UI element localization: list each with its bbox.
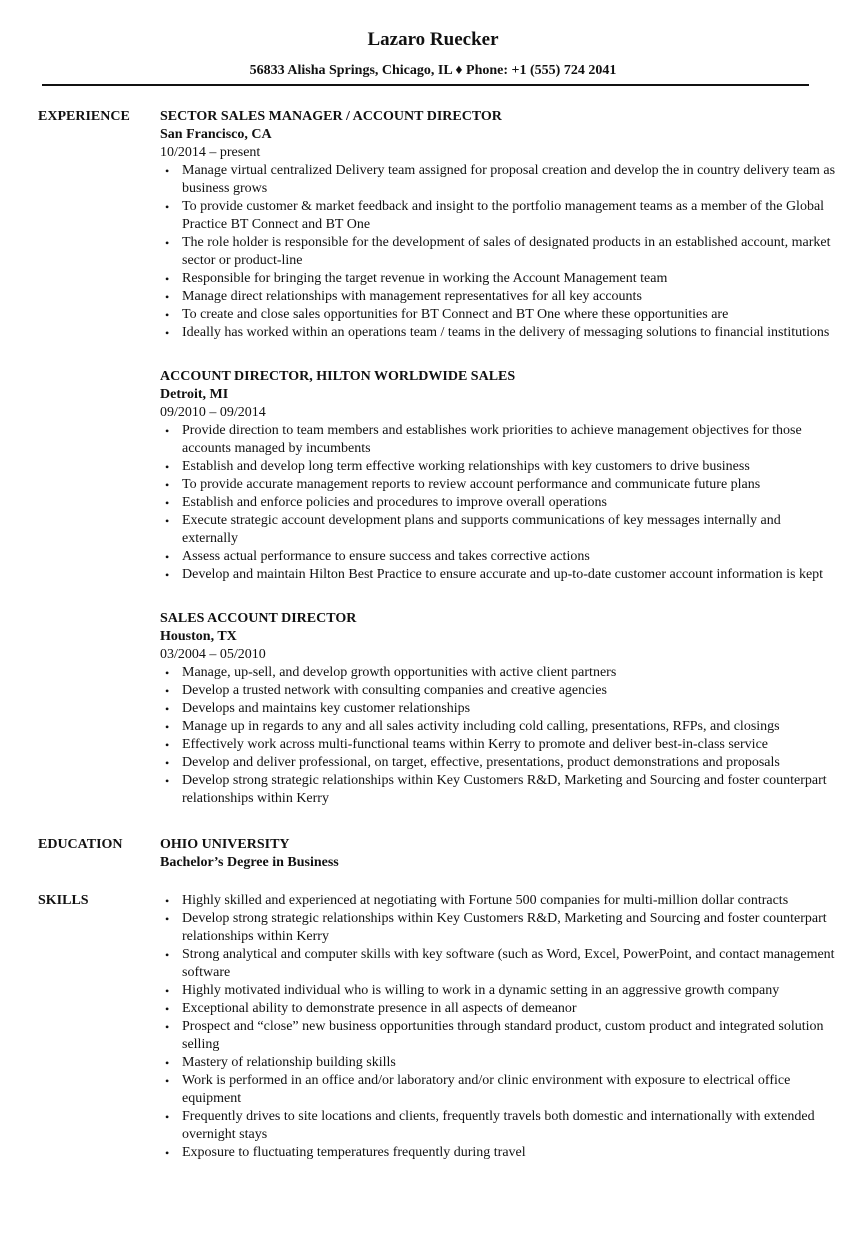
bullet-item: • Execute strategic account development plans and supports communications of key messages internally and externally (182, 512, 836, 548)
job-bullets (160, 162, 836, 342)
bullet-item: • Manage up in regards to any and all sales activity including cold calling, presentations, RFPs, and closings (182, 718, 836, 736)
job-entry (160, 108, 836, 342)
skills-body (160, 892, 836, 1162)
bullet-item: • Develop and maintain Hilton Best Practice to ensure accurate and up-to-date customer account information is kept (182, 566, 836, 584)
resume-header (0, 0, 866, 80)
bullet-item: • Manage virtual centralized Delivery team assigned for proposal creation and develop the in country delivery team as business grows (182, 162, 836, 198)
bullet-item: • Develop a trusted network with consulting companies and creative agencies (182, 682, 836, 700)
bullet-item: • To provide accurate management reports to review account performance and communicate future plans (182, 476, 836, 494)
bullet-item: • Ideally has worked within an operations team / teams in the delivery of messaging solutions to financial institutions (182, 324, 836, 342)
section-title-skills: SKILLS (38, 893, 89, 908)
job-title: SECTOR SALES MANAGER / ACCOUNT DIRECTOR (160, 109, 502, 124)
section-title-experience: EXPERIENCE (38, 109, 130, 124)
experience-body (160, 108, 836, 808)
bullet-item: • Establish and enforce policies and procedures to improve overall operations (182, 494, 836, 512)
bullet-item: • Highly motivated individual who is willing to work in a dynamic setting in an aggressive growth company (182, 982, 836, 1000)
job-location: Houston, TX (160, 629, 237, 644)
bullet-item: • Establish and develop long term effective working relationships with key customers to drive business (182, 458, 836, 476)
bullet-item: • Develops and maintains key customer relationships (182, 700, 836, 718)
job-entry (160, 368, 836, 584)
job-bullets (160, 422, 836, 584)
bullet-item: • Mastery of relationship building skills (182, 1054, 836, 1072)
bullet-item: • Exceptional ability to demonstrate presence in all aspects of demeanor (182, 1000, 836, 1018)
experience-section (38, 108, 836, 808)
bullet-item: • Develop strong strategic relationships within Key Customers R&D, Marketing and Sourcing and foster counterpart relationships within Kerry (182, 910, 836, 946)
bullet-item: • To provide customer & market feedback and insight to the portfolio management teams as a member of the Global Practice BT Connect and BT One (182, 198, 836, 234)
job-dates: 09/2010 – 09/2014 (160, 405, 266, 420)
bullet-item: • Frequently drives to site locations and clients, frequently travels both domestic and internationally with extended overnight stays (182, 1108, 836, 1144)
bullet-item: • Responsible for bringing the target revenue in working the Account Management team (182, 270, 836, 288)
job-title: ACCOUNT DIRECTOR, HILTON WORLDWIDE SALES (160, 369, 516, 384)
header-divider (42, 84, 809, 86)
bullet-item: • Highly skilled and experienced at negotiating with Fortune 500 companies for multi-million dollar contracts (182, 892, 836, 910)
skills-bullets (160, 892, 836, 1162)
education-body (160, 836, 836, 872)
job-entry (160, 610, 836, 808)
school-name: OHIO UNIVERSITY (160, 837, 290, 852)
section-title-education: EDUCATION (38, 837, 123, 852)
bullet-item: • Manage, up-sell, and develop growth opportunities with active client partners (182, 664, 836, 682)
bullet-item: • Manage direct relationships with management representatives for all key accounts (182, 288, 836, 306)
bullet-item: • The role holder is responsible for the development of sales of designated products in an established account, market sector or product-line (182, 234, 836, 270)
bullet-item: • Work is performed in an office and/or laboratory and/or clinic environment with exposure to electrical office equipment (182, 1072, 836, 1108)
education-section (38, 836, 836, 872)
bullet-item: • Develop strong strategic relationships within Key Customers R&D, Marketing and Sourcing and foster counterpart relationships within Kerry (182, 772, 836, 808)
bullet-item: • Develop and deliver professional, on target, effective, presentations, product demonstrations and proposals (182, 754, 836, 772)
job-dates: 10/2014 – present (160, 145, 261, 160)
bullet-item: • To create and close sales opportunities for BT Connect and BT One where these opportunities are (182, 306, 836, 324)
skills-section (38, 892, 836, 1162)
degree: Bachelor’s Degree in Business (160, 855, 339, 870)
bullet-item: • Effectively work across multi-functional teams within Kerry to promote and deliver best-in-class service (182, 736, 836, 754)
job-location: Detroit, MI (160, 387, 229, 402)
candidate-name: Lazaro Ruecker (367, 29, 499, 50)
job-title: SALES ACCOUNT DIRECTOR (160, 611, 357, 626)
job-location: San Francisco, CA (160, 127, 272, 142)
bullet-item: • Strong analytical and computer skills with key software (such as Word, Excel, PowerPoint, and contact management software (182, 946, 836, 982)
bullet-item: • Assess actual performance to ensure success and takes corrective actions (182, 548, 836, 566)
job-dates: 03/2004 – 05/2010 (160, 647, 266, 662)
bullet-item: • Prospect and “close” new business opportunities through standard product, custom product and integrated solution selling (182, 1018, 836, 1054)
job-bullets (160, 664, 836, 808)
contact-line: 56833 Alisha Springs, Chicago, IL ♦ Phone: +1 (555) 724 2041 (249, 63, 617, 78)
bullet-item: • Provide direction to team members and establishes work priorities to achieve management objectives for those accounts managed by incumbents (182, 422, 836, 458)
bullet-item: • Exposure to fluctuating temperatures frequently during travel (182, 1144, 836, 1162)
